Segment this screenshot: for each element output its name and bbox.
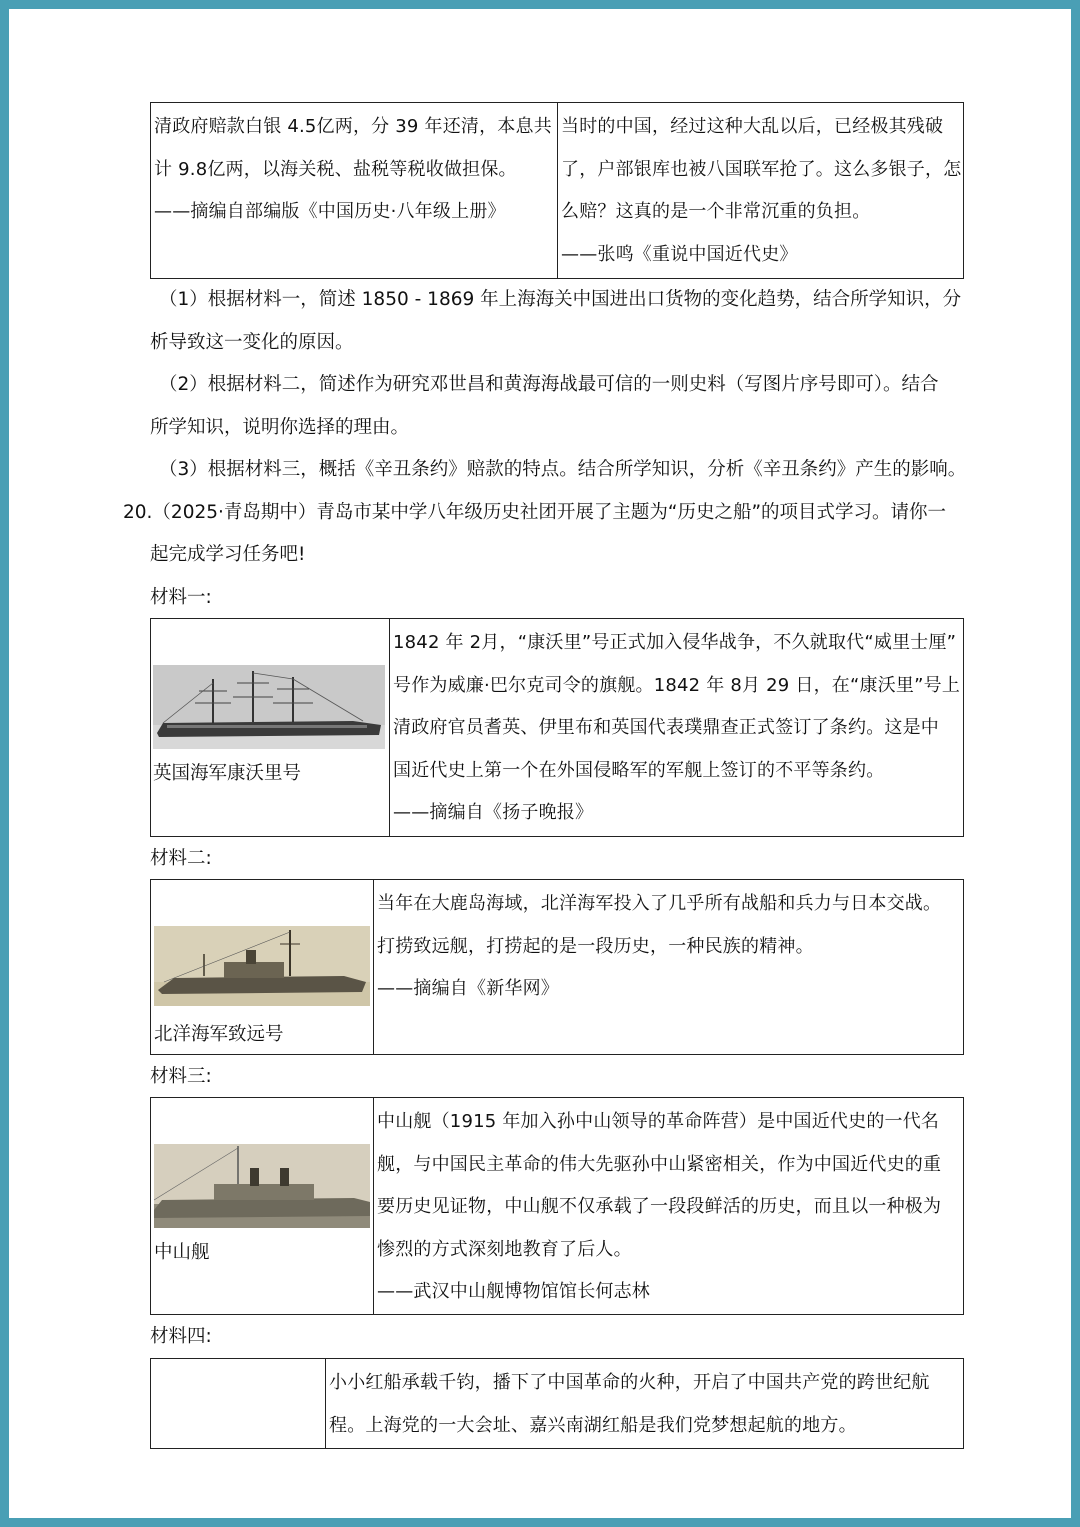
material3-label: 材料三: xyxy=(150,1066,212,1087)
q19-material-table xyxy=(150,102,964,279)
text-line: 要历史见证物，中山舰不仅承载了一段段鲜活的历史，而且以一种极为 xyxy=(377,1196,942,1217)
material1-text-cell xyxy=(390,619,964,837)
material1-caption: 英国海军康沃里号 xyxy=(153,763,302,784)
source-line: ——摘编自《新华网》 xyxy=(377,978,559,999)
text-line: 计 9.8亿两，以海关税、盐税等税收做担保。 xyxy=(154,158,517,180)
material2-image-cell xyxy=(151,880,374,1055)
ship-zhiyuan-photo xyxy=(154,926,370,1006)
source-line: ——摘编自部编版《中国历史·八年级上册》 xyxy=(154,201,506,222)
text-line: 当年在大鹿岛海域，北洋海军投入了几乎所有战船和兵力与日本交战。 xyxy=(377,893,942,914)
ship-cornwallis-photo xyxy=(153,665,385,749)
source-line: ——摘编自《扬子晚报》 xyxy=(393,802,594,823)
material4-table xyxy=(150,1358,964,1449)
text-line: 舰，与中国民主革命的伟大先驱孙中山紧密相关，作为中国近代史的重 xyxy=(377,1153,942,1175)
material1-label: 材料一: xyxy=(150,587,212,608)
material3-image-cell xyxy=(151,1098,374,1315)
material4-image-cell xyxy=(151,1359,326,1449)
source-line: ——张鸣《重说中国近代史》 xyxy=(561,243,798,265)
material3-table xyxy=(150,1097,964,1315)
material2-label: 材料二: xyxy=(150,848,212,869)
text-line: 了，户部银库也被八国联军抢了。这么多银子，怎 xyxy=(561,158,962,180)
text-line: 中山舰（1915 年加入孙中山领导的革命阵营）是中国近代史的一代名 xyxy=(377,1111,940,1132)
material3-caption: 中山舰 xyxy=(154,1242,210,1263)
ship-zhongshan-photo xyxy=(154,1144,370,1228)
source-line: ——武汉中山舰博物馆馆长何志林 xyxy=(377,1281,650,1302)
text-line: 当时的中国，经过这种大乱以后，已经极其残破 xyxy=(561,116,944,137)
q20-stem-line2: 起完成学习任务吧! xyxy=(150,544,306,565)
text-line: 惨烈的方式深刻地教育了后人。 xyxy=(377,1238,632,1260)
q19-sub2-line2: 所学知识，说明你选择的理由。 xyxy=(150,417,410,438)
text-line: 清政府官员耆英、伊里布和英国代表璞鼎查正式签订了条约。这是中 xyxy=(393,717,939,738)
q19-right-cell xyxy=(558,103,964,279)
text-line: 清政府赔款白银 4.5亿两，分 39 年还清，本息共 xyxy=(154,116,552,137)
material2-caption: 北洋海军致远号 xyxy=(154,1024,284,1045)
material2-table xyxy=(150,879,964,1055)
material1-table xyxy=(150,618,964,837)
exam-page xyxy=(9,9,1071,1518)
q19-sub3: （3）根据材料三，概括《辛丑条约》赔款的特点。结合所学知识，分析《辛丑条约》产生的影响。 xyxy=(159,459,967,480)
q19-left-cell xyxy=(151,103,558,279)
q19-sub1-line2: 析导致这一变化的原因。 xyxy=(150,332,354,353)
text-line: 1842 年 2月，“康沃里”号正式加入侵华战争，不久就取代“威里士厘” xyxy=(393,632,957,653)
q19-sub2-line1: （2）根据材料二，简述作为研究邓世昌和黄海海战最可信的一则史料（写图片序号即可）。结合 xyxy=(159,374,939,395)
text-line: 程。上海党的一大会址、嘉兴南湖红船是我们党梦想起航的地方。 xyxy=(329,1414,857,1436)
text-line: 号作为威廉·巴尔克司令的旗舰。1842 年 8月 29 日，在“康沃里”号上 xyxy=(393,674,961,696)
text-line: 打捞致远舰，打捞起的是一段历史，一种民族的精神。 xyxy=(377,935,814,957)
text-line: 小小红船承载千钧，播下了中国革命的火种，开启了中国共产党的跨世纪航 xyxy=(329,1372,930,1393)
material4-label: 材料四: xyxy=(150,1326,212,1347)
material4-text-cell xyxy=(326,1359,964,1449)
q19-sub1-line1: （1）根据材料一，简述 1850 - 1869 年上海海关中国进出口货物的变化趋势，结合所学知识，分 xyxy=(159,289,962,310)
text-line: 国近代史上第一个在外国侵略军的军舰上签订的不平等条约。 xyxy=(393,759,885,781)
text-line: 么赔？这真的是一个非常沉重的负担。 xyxy=(561,201,871,222)
material1-image-cell xyxy=(151,619,390,837)
material2-text-cell xyxy=(374,880,964,1055)
q20-stem-line1: 20.（2025·青岛期中）青岛市某中学八年级历史社团开展了主题为“历史之船”的项目式学习。请你一 xyxy=(123,502,947,523)
material3-text-cell xyxy=(374,1098,964,1315)
